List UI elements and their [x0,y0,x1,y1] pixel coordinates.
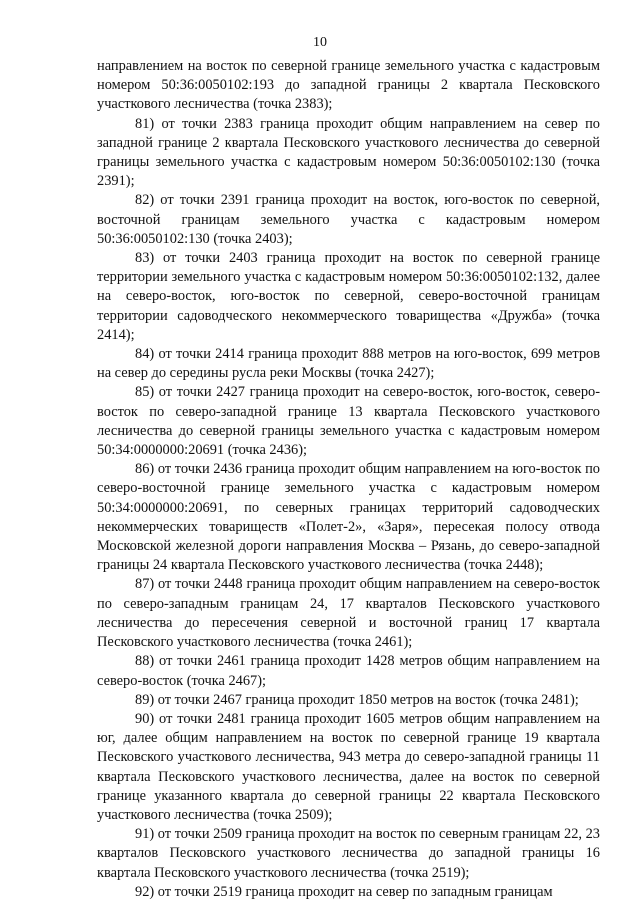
paragraph-89: 89) от точки 2467 граница проходит 1850 метров на восток (точка 2481); [135,691,579,708]
paragraph-91: 91) от точки 2509 граница проходит на восток по северным границам 22, 23 кварталов Песковского участкового лесничества до западной границы 16 квартала Песковского участкового лесничества (точка 2519); [97,826,600,881]
paragraph-88: 88) от точки 2461 граница проходит 1428 метров общим направлением на северо-восток (точка 2467); [97,653,600,689]
paragraph-87: 87) от точки 2448 граница проходит общим направлением на северо-восток по северо-западным границам 24, 17 кварталов Песковского участкового лесничества до пересечения северной и восточной границ 17 квартала Песковского участкового лесничества (точка 2461); [97,576,600,651]
paragraph-82: 82) от точки 2391 граница проходит на восток, юго-восток по северной, восточной границам земельного участка с кадастровым номером 50:36:0050102:130 (точка 2403); [97,192,600,247]
paragraph-83: 83) от точки 2403 граница проходит на восток по северной границе территории земельного участка с кадастровым номером 50:36:0050102:132, далее на северо-восток, юго-восток по северной, северо-восточной границам территории садоводческого некоммерческого товарищества «Дружба» (точка 2414); [97,250,600,343]
document-body [97,57,600,902]
paragraph-85: 85) от точки 2427 граница проходит на северо-восток, юго-восток, северо-восток по северо-западной границе 13 квартала Песковского участкового лесничества до северной границы земельного участка с кадастровым номером 50:34:0000000:20691 (точка 2436); [97,384,600,459]
page-number: 10 [313,35,327,50]
paragraph-92: 92) от точки 2519 граница проходит на север по западным границам [135,883,553,900]
paragraph-86: 86) от точки 2436 граница проходит общим направлением на юго-восток по северо-восточной границе земельного участка с кадастровым номером 50:34:0000000:20691, по северных границах территорий садоводческих некоммерческих товариществ «Полет-2», «Заря», пересекая полосу отвода Московской железной дороги направления Москва – Рязань, до северо-западной границы 24 квартала Песковского участкового лесничества (точка 2448); [97,461,600,574]
paragraph-90: 90) от точки 2481 граница проходит 1605 метров общим направлением на юг, далее общим направлением на восток по северной границе 19 квартала Песковского участкового лесничества, 943 метра до северо-западной границы 11 квартала Песковского участкового лесничества, далее на восток по северной границе указанного квартала до северной границы 22 квартала Песковского участкового лесничества (точка 2509); [97,710,600,823]
paragraph-continuation: направлением на восток по северной границе земельного участка с кадастровым номером 50:36:0050102:193 до западной границы 2 квартала Песковского участкового лесничества (точка 2383); [97,58,600,113]
paragraph-81: 81) от точки 2383 граница проходит общим направлением на север по западной границе 2 квартала Песковского участкового лесничества до северной границы земельного участка с кадастровым номером 50:36:0050102:130 (точка 2391); [97,115,600,190]
paragraph-84: 84) от точки 2414 граница проходит 888 метров на юго-восток, 699 метров на север до середины русла реки Москвы (точка 2427); [97,346,600,382]
